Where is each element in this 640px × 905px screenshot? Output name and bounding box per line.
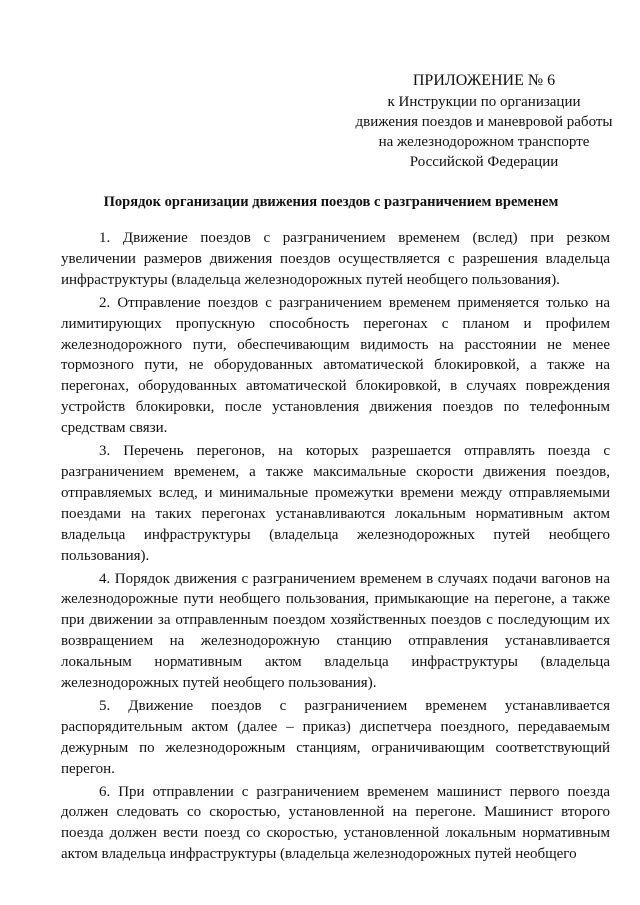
appendix-header [336,70,632,172]
paragraph-5: 5. Движение поездов с разграничением временем устанавливается распорядительным актом (далее – приказ) диспетчера поездного, передаваемым дежурным по железнодорожным станциям, ограничивающим соответствующий перегон. [61,697,610,777]
appendix-line-3: на железнодорожном транспорте [378,134,590,150]
appendix-number: ПРИЛОЖЕНИЕ № 6 [412,72,556,89]
appendix-line-1: к Инструкции по организации [387,94,581,110]
paragraph-6: 6. При отправлении с разграничением временем машинист первого поезда должен следовать со скоростью, установленной на перегоне. Машинист второго поезда должен вести поезд со скоростью, установленной локальным нормативным актом владельца инфраструктуры (владельца железнодорожных путей необщего [61,783,610,863]
appendix-line-4: Российской Федерации [409,154,559,170]
document-body [61,228,610,867]
paragraph-2: 2. Отправление поездов с разграничением временем применяется только на лимитирующих пропускную способность перегонах с планом и профилем железнодорожного пути, обеспечивающим видимость на расстоянии не менее тормозного пути, не оборудованных автоматической блокировкой, а также на перегонах, оборудованных автоматической блокировкой, в случаях повреждения устройств блокировки, после установления движения поездов по телефонным средствам связи. [61,294,610,437]
paragraph-4: 4. Порядок движения с разграничением временем в случаях подачи вагонов на железнодорожные пути необщего пользования, примыкающие на перегоне, а также при движении за отправленным поездом хозяйственных поездов с последующим их возвращением на железнодорожную станцию отправления устанавливается локальным нормативным актом владельца инфраструктуры (владельца железнодорожных путей необщего пользования). [61,570,610,692]
appendix-line-2: движения поездов и маневровой работы [355,114,613,130]
paragraph-1: 1. Движение поездов с разграничением временем (вслед) при резком увеличении размеров движения поездов осуществляется с разрешения владельца инфраструктуры (владельца железнодорожных путей необщего пользования). [61,230,610,288]
document-title: Порядок организации движения поездов с разграничением временем [103,194,559,210]
paragraph-3: 3. Перечень перегонов, на которых разрешается отправлять поезда с разграничением временем, а также максимальные скорости движения поездов, отправляемых вслед, и минимальные промежутки времени между отправляемыми поездами на таких перегонах устанавливаются локальным нормативным актом владельца инфраструктуры (владельца железнодорожных путей необщего пользования). [61,443,610,564]
